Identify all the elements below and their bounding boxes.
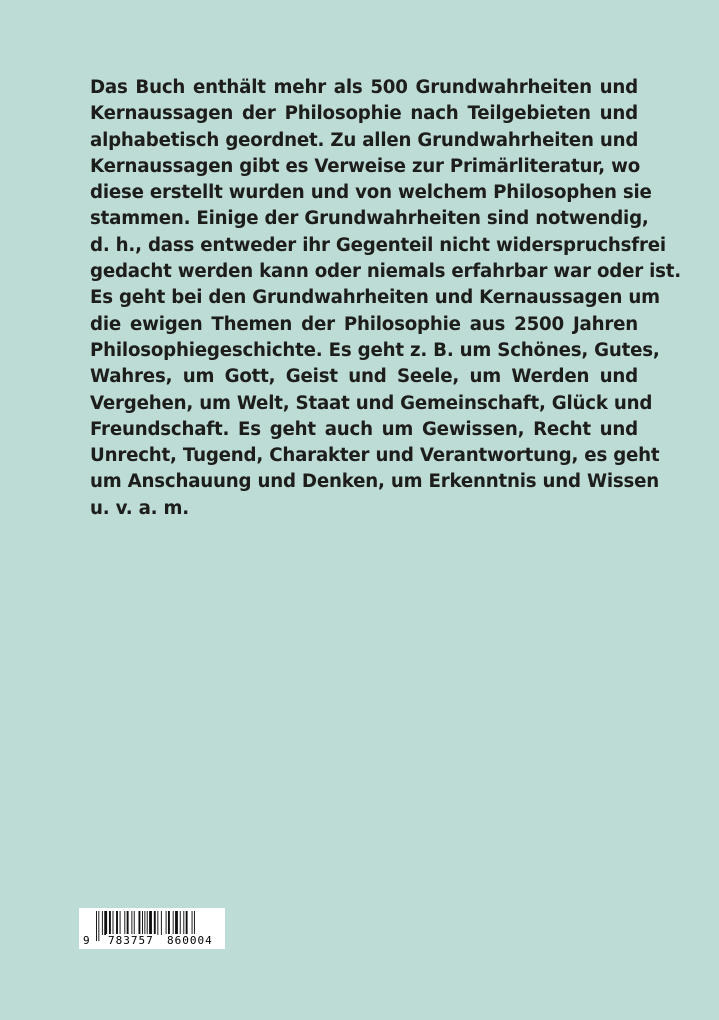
barcode-bar: [173, 911, 174, 935]
barcode-bar: [116, 911, 118, 935]
blurb-line: alphabetisch geordnet. Zu allen Grundwahrheiten und: [90, 129, 639, 151]
barcode-bar: [183, 911, 184, 935]
blurb-line: die ewigen Themen der Philosophie aus 2500 Jahren: [90, 313, 638, 335]
blurb-line: diese erstellt wurden und von welchem Philosophen sie: [90, 182, 652, 204]
barcode-bar: [120, 911, 121, 935]
barcode-bar: [138, 911, 140, 935]
barcode-bar: [142, 911, 143, 935]
isbn-barcode: [79, 908, 225, 949]
barcode-bar: [109, 911, 111, 935]
barcode-bar: [102, 911, 103, 935]
blurb-line: Kernaussagen gibt es Verweise zur Primärliteratur, wo: [90, 155, 641, 177]
barcode-bar: [168, 911, 170, 935]
blurb-line: Kernaussagen der Philosophie nach Teilgebieten und: [90, 103, 638, 125]
barcode-bar: [180, 911, 181, 935]
barcode-bar: [154, 911, 156, 935]
barcode-bar: [113, 911, 114, 935]
blurb-line: Freundschaft. Es geht auch um Gewissen, Recht und: [90, 418, 638, 440]
barcode-bar: [96, 911, 97, 941]
blurb-line: Wahres, um Gott, Geist und Seele, um Werden und: [90, 366, 638, 388]
blurb-line: Unrecht, Tugend, Charakter und Verantwortung, es geht: [90, 445, 660, 467]
barcode-bar: [157, 911, 158, 935]
blurb-line: u. v. a. m.: [90, 497, 189, 519]
barcode-bar: [124, 911, 125, 935]
blurb-line: gedacht werden kann oder niemals erfahrbar war oder ist.: [90, 261, 682, 283]
barcode-bar: [175, 911, 178, 935]
blurb-line: stammen. Einige der Grundwahrheiten sind notwendig,: [90, 208, 649, 230]
barcode-right-digits: 860004: [167, 934, 213, 947]
barcode-bar: [134, 911, 135, 935]
blurb-line: um Anschauung und Denken, um Erkenntnis und Wissen: [90, 471, 660, 493]
barcode-left-digits: 783757: [108, 934, 154, 947]
barcode-prefix-digit: 9: [83, 934, 90, 947]
back-cover-blurb: [90, 75, 682, 522]
barcode-bar: [161, 911, 162, 935]
barcode-bar: [127, 911, 129, 935]
blurb-line: Das Buch enthält mehr als 500 Grundwahrheiten und: [90, 77, 638, 98]
barcode-bar: [104, 911, 107, 935]
barcode-bar: [98, 911, 99, 941]
blurb-line: Philosophiegeschichte. Es geht z. B. um Schönes, Gutes,: [90, 339, 660, 361]
blurb-line: Vergehen, um Welt, Staat und Gemeinschaft, Glück und: [90, 392, 653, 414]
barcode-bar: [149, 911, 152, 935]
barcode-bar: [166, 911, 167, 935]
blurb-line: Es geht bei den Grundwahrheiten und Kernaussagen um: [90, 287, 660, 309]
blurb-line: d. h., dass entweder ihr Gegenteil nicht widerspruchsfrei: [90, 234, 666, 256]
barcode-bar: [186, 911, 188, 935]
barcode-bar: [131, 911, 132, 935]
